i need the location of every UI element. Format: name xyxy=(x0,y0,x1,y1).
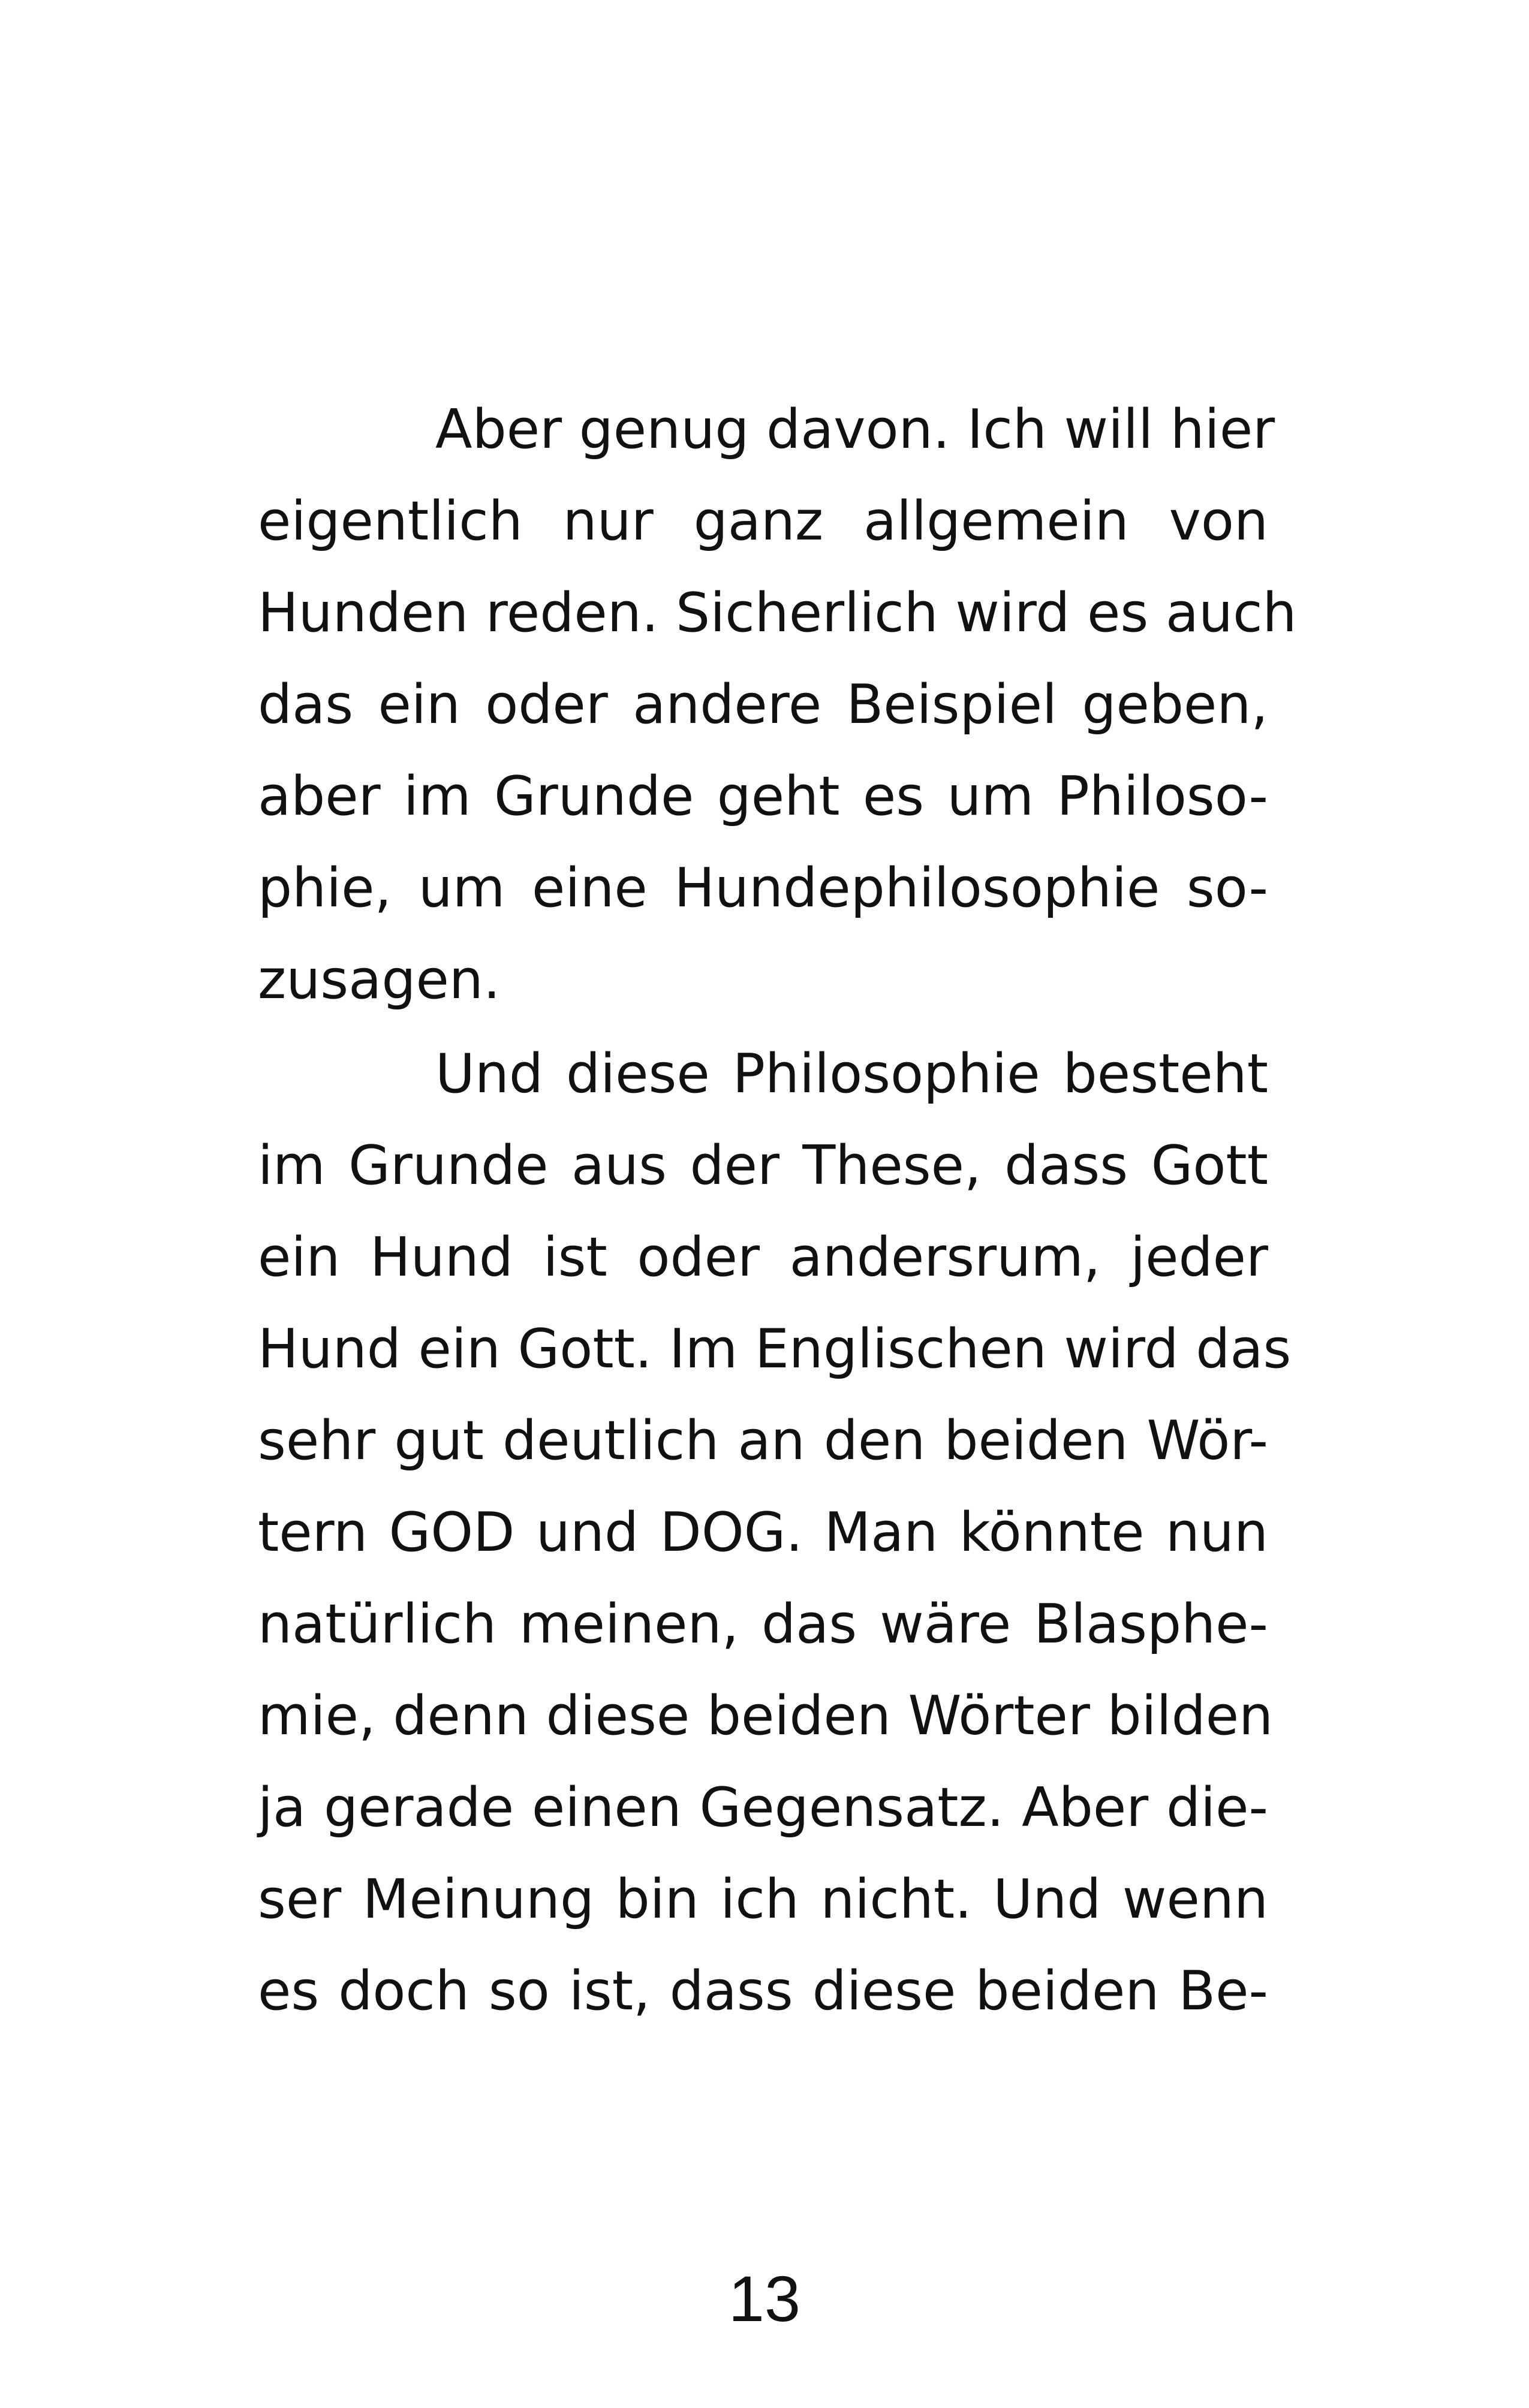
paragraph-line: tern GOD und DOG. Man könnte nun xyxy=(258,1501,1268,1564)
paragraph-line: aber im Grunde geht es um Philoso- xyxy=(258,765,1268,828)
paragraph-2 xyxy=(258,1028,1292,2037)
paragraph-line: mie, denn diese beiden Wörter bilden xyxy=(258,1684,1274,1747)
paragraph-line: Und diese Philosophie besteht xyxy=(435,1042,1268,1105)
page-number: 13 xyxy=(728,2262,801,2335)
paragraph-line: Hunden reden. Sicherlich wird es auch xyxy=(258,581,1297,644)
paragraph-line: zusagen. xyxy=(258,948,501,1011)
paragraph-1 xyxy=(258,384,1297,1026)
paragraph-line: natürlich meinen, das wäre Blasphe- xyxy=(258,1593,1268,1656)
paragraph-line: im Grunde aus der These, dass Gott xyxy=(258,1134,1268,1197)
paragraph-line: das ein oder andere Beispiel geben, xyxy=(258,673,1268,736)
paragraph-line: eigentlich nur ganz allgemein von xyxy=(258,490,1268,553)
paragraph-line: ser Meinung bin ich nicht. Und wenn xyxy=(258,1868,1268,1931)
paragraph-line: ja gerade einen Gegensatz. Aber die- xyxy=(258,1776,1268,1839)
paragraph-line: Aber genug davon. Ich will hier xyxy=(435,398,1275,461)
paragraph-line: sehr gut deutlich an den beiden Wör- xyxy=(258,1409,1268,1472)
paragraph-line: Hund ein Gott. Im Englischen wird das xyxy=(258,1318,1292,1381)
paragraph-line: phie, um eine Hundephilosophie so- xyxy=(258,857,1268,920)
paragraph-line: ein Hund ist oder andersrum, jeder xyxy=(258,1226,1268,1289)
paragraph-line: es doch so ist, dass diese beiden Be- xyxy=(258,1960,1268,2023)
body-text xyxy=(258,384,1297,2037)
